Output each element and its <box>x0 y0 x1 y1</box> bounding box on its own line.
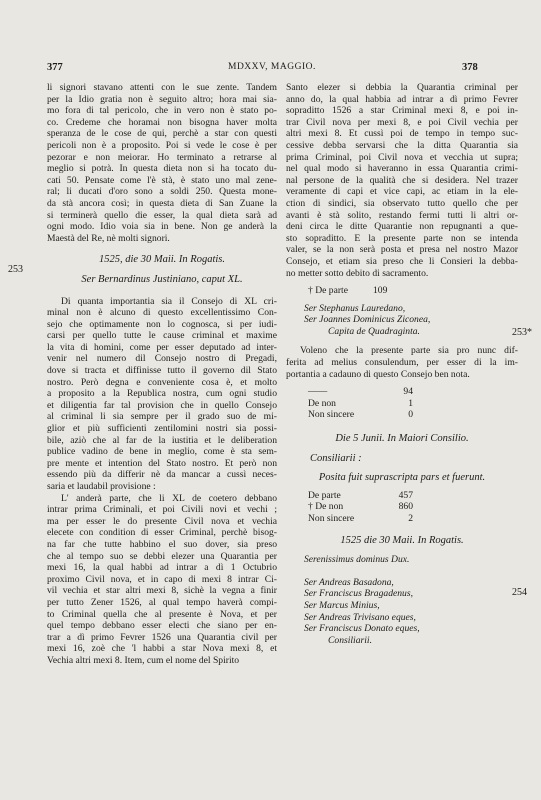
text-line: na far che tutte habbino el suo dover, sia preso <box>47 538 277 550</box>
name-line: Ser Andreas Trivisano eques, <box>304 611 416 623</box>
vote-value: 457 <box>398 489 413 501</box>
text-line: trar a dì primo Fevrer 1526 una Quarantia civil per <box>47 631 277 643</box>
names-list-1 <box>286 303 518 338</box>
left-column <box>47 82 277 667</box>
vote-block-3 <box>286 490 518 525</box>
text-line: publice vadino de bene in meglio, come è sta sem- <box>47 446 277 458</box>
text-line: no metter sotto debito di sacramento. <box>286 267 429 279</box>
text-line: ral; li ducati d'oro sono a soldi 250. Questa mone- <box>47 186 277 198</box>
text-line: quel tempo debbano esser electi che siano per en- <box>47 620 277 632</box>
text-line: Vechia altri mexi 8. Item, cum el nome del Spirito <box>47 654 240 666</box>
text-line: li signori stavano attenti con le sue zente. Tandem <box>47 82 277 93</box>
text-line: per tutto Zener 1526, al qual tempo haverà compi- <box>47 596 277 608</box>
text-line: trar Civil nova per mexi 8, e poi Civil vechia per <box>286 116 518 128</box>
right-heading-1: Die 5 Junii. In Maiori Consilio. <box>335 433 469 445</box>
right-paragraph-1 <box>286 82 518 279</box>
name-line: Ser Marcus Minius, <box>304 599 380 611</box>
vote-value: 0 <box>408 409 413 421</box>
text-line: sejo che optimamente non lo cognosca, si per iudi- <box>47 318 277 330</box>
text-line: che al tempo suo se debbi elezer una Quarantia per <box>47 550 277 562</box>
text-line: dove si tracta et diffinisse tutto il governo dil Stato <box>47 365 277 377</box>
text-line: pezorar e non meiorar. Ho terminato a retrarse al <box>47 151 277 163</box>
text-line: essendo più da differir nè da mancar a cussì neces- <box>47 469 277 481</box>
text-line: pericoli non è a proposito. Poi si vede le cose è per <box>47 139 277 151</box>
text-line: si terminerà quello die esser, la qual dieta sarà ad <box>47 209 277 221</box>
text-line: meglio si potrà. In questa dieta non si ha tocato du- <box>47 163 277 175</box>
text-line: a proposito a la Republica nostra, cum ogni studio <box>47 388 277 400</box>
vote-value: 860 <box>398 501 413 513</box>
text-line: cati 50. Pensate come l'è stà, è stato uno mal zene- <box>47 174 277 186</box>
vote-value: 109 <box>373 285 388 297</box>
text-line: al criminal li sia sempre per il grado suo de mi- <box>47 411 277 423</box>
text-line: nal persone de la qualità che si desidera. Nel trazer <box>286 174 518 186</box>
vote-block-1 <box>286 285 518 297</box>
text-line: nel qual modo si haveranno in essa Quarantia crimi- <box>286 163 518 175</box>
vote-label: Non sincere <box>308 409 355 421</box>
text-line: et diligentia far tal provision che in quello Consejo <box>47 399 277 411</box>
vote-value: 1 <box>408 397 413 409</box>
text-line: to Criminal quella che al presente è Nova, et per <box>47 608 277 620</box>
name-line: Ser Andreas Basadona, <box>304 576 394 588</box>
name-line: Ser Franciscus Donato eques, <box>304 623 420 635</box>
text-line: sopraditto 1526 a star Criminal mexi 8, e poi in- <box>286 105 518 117</box>
text-line: Voleno che la presente parte sia pro nunc dif- <box>300 345 518 357</box>
left-heading-1: 1525, die 30 Maii. In Rogatis. <box>99 254 225 266</box>
names-list-2 <box>286 554 518 646</box>
margin-number-254: 254 <box>512 587 527 598</box>
margin-number-253: 253 <box>8 264 23 275</box>
text-line: veramente di capi et vice capi, ac etiam in la ele- <box>286 186 518 198</box>
text-line: glior et più sufficienti zentilomini nostri sia possi- <box>47 423 277 435</box>
text-line: mo fora di tal pericolo, che in vero non è stato po- <box>47 105 277 117</box>
vote-row <box>308 513 518 525</box>
right-heading-4: 1525 die 30 Maii. In Rogatis. <box>340 534 464 546</box>
page-number-right: 378 <box>462 62 478 73</box>
text-line: per la Idio gratia non è seguito altro; hora mai sia- <box>47 93 277 105</box>
vote-label: De non <box>308 397 336 409</box>
text-line: ogni modo. Idio voia sia in bene. Non ge anderà la <box>47 221 277 233</box>
vote-value: 2 <box>408 513 413 524</box>
text-line: sto sopraditto. E la presente parte non se intenda <box>286 232 518 244</box>
text-line: deni circa le ditte Quarantie non repugnanti a que- <box>286 221 518 233</box>
vote-row <box>308 490 518 502</box>
text-line: co. Credeme che horamai non bisogna haver molta <box>47 116 277 128</box>
text-line: carsi per quello tutte le cause criminal et maxime <box>47 330 277 342</box>
text-line: portantia a cadauno di questo Consejo ben nota. <box>286 368 470 380</box>
text-line: Maestà del Re, nè molti signori. <box>47 232 170 244</box>
name-line: Serenissimus dominus Dux. <box>304 554 410 566</box>
text-line: L' anderà parte, che li XL de coetero debbano <box>61 492 277 504</box>
right-heading-2: Consiliarii : <box>310 452 362 464</box>
name-line: Ser Stephanus Lauredano, <box>304 302 406 314</box>
left-paragraph-3 <box>47 493 277 667</box>
left-paragraph-1 <box>47 82 277 244</box>
text-line: mexi 16, la qual habbi ad intrar a dì 1 Octubrio <box>47 562 277 574</box>
margin-number-253-star: 253* <box>512 327 532 338</box>
text-line: cessive debba servarsi che la ditta Quarantia sia <box>286 139 518 151</box>
text-line: da stà ancora così; in questa dieta di San Zuane la <box>47 197 277 209</box>
text-line: prima Criminal, poi Civil nova et vecchia ut supra; <box>286 151 518 163</box>
text-line: mexi 16, zoè che 'l habbi a star Nova mexi 8, et <box>47 643 277 655</box>
right-column <box>286 82 518 646</box>
text-line: venir nel numero dil Consejo nostro di Pregadi, <box>47 353 277 365</box>
text-line: intrar prima Criminali, et poi Civili novi et vechi ; <box>47 504 277 516</box>
text-line: avanti è stà solito, restando fermi tutti li altri or- <box>286 209 518 221</box>
text-line: nostro. Però degna e conveniente cosa è, et molto <box>47 376 277 388</box>
name-line: Capita de Quadraginta. <box>328 325 420 337</box>
right-paragraph-2 <box>286 345 518 380</box>
vote-row <box>308 386 518 398</box>
left-paragraph-2 <box>47 296 277 493</box>
vote-block-2 <box>286 386 518 421</box>
text-line: pre mente et intention del Stato nostro. Et però non <box>47 457 277 469</box>
right-heading-3: Posita fuit suprascripta pars et fuerunt. <box>318 472 486 484</box>
vote-label: De parte <box>308 489 341 501</box>
page-number-left: 377 <box>47 62 63 73</box>
left-heading-2: Ser Bernardinus Justiniano, caput XL. <box>81 273 243 285</box>
vote-label: † De non <box>308 501 344 513</box>
text-line: saria et laudabil provisione : <box>47 481 156 492</box>
text-line: speranza de le cose de qui, perchè a star con questi <box>47 128 277 140</box>
text-line: ferita ad melius consulendum, per esser di la im- <box>286 357 518 369</box>
name-line: Ser Joannes Dominicus Ziconea, <box>304 314 431 326</box>
text-line: la vita di homini, come per esser deputado ad inter- <box>47 341 277 353</box>
text-line: ma per esser le do presente Civil nova et vechia <box>47 515 277 527</box>
text-line: Di quanta importantia sia il Consejo di XL cri- <box>61 295 277 307</box>
text-line: anno do, la qual habbia ad intrar a dì primo Fevrer <box>286 93 518 105</box>
text-line: elecete con condition di esser Criminal, perchè bisog- <box>47 527 277 539</box>
name-line <box>304 566 518 577</box>
text-line: proximo Civil nova, et in capo di mexi 8 intrar Ci- <box>47 573 277 585</box>
vote-label: † De parte <box>308 285 348 297</box>
vote-value: 94 <box>403 386 413 398</box>
vote-row <box>308 409 518 421</box>
text-line: altri mexi 8. Et cussì poi de tempo in tempo suc- <box>286 128 518 140</box>
vote-row <box>308 398 518 410</box>
text-line: Santo elezer si debbia la Quarantia criminal per <box>286 82 518 93</box>
text-line: ction di sindici, sia observato tutto quello che per <box>286 197 518 209</box>
text-line: minal non è alcuno di questo excellentissimo Con- <box>47 307 277 319</box>
running-title: MDXXV, MAGGIO. <box>228 62 316 72</box>
vote-label: Non sincere <box>308 513 355 524</box>
name-line: Ser Franciscus Bragadenus, <box>304 588 413 600</box>
vote-row <box>308 501 518 513</box>
text-line: valer, se la non serà posta et presa nel nostro Mazor <box>286 244 518 256</box>
text-line: Consejo, et etiam sia preso che li Consieri la debba- <box>286 255 518 267</box>
vote-label: —— <box>308 386 328 398</box>
text-line: vil vechia et star altri mexi 8, sichè la vegna a finir <box>47 585 277 597</box>
name-line: Consiliarii. <box>328 634 372 646</box>
text-line: bile, aziò che al far de la iustitia et le deliberation <box>47 434 277 446</box>
